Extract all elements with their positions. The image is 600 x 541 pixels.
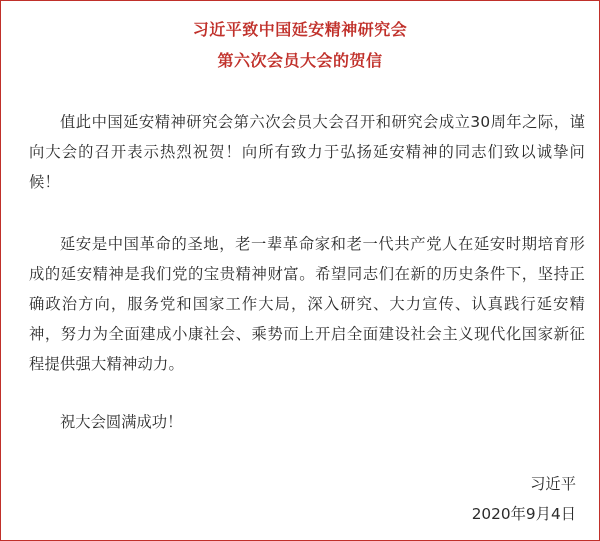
- letter-closing: 祝大会圆满成功！: [60, 413, 183, 431]
- letter-paragraph-1: 值此中国延安精神研究会第六次会员大会召开和研究会成立30周年之际，谨向大会的召开表示热烈祝贺！向所有致力于弘扬延安精神的同志们致以诚挚问候！: [29, 113, 585, 191]
- letter-title: 习近平致中国延安精神研究会: [192, 20, 408, 39]
- letter-signer: 习近平: [530, 475, 576, 493]
- letter-subtitle: 第六次会员大会的贺信: [217, 51, 383, 70]
- letter-paragraph-2: 延安是中国革命的圣地，老一辈革命家和老一代共产党人在延安时期培育形成的延安精神是我们党的宝贵精神财富。希望同志们在新的历史条件下，坚持正确政治方向，服务党和国家工作大局，深入研究、大力宣传、认真践行延安精神，努力为全面建成小康社会、乘势而上开启全面建设社会主义现代化国家新征程提供强大精神动力。: [29, 235, 585, 373]
- letter-date: 2020年9月4日: [471, 505, 576, 523]
